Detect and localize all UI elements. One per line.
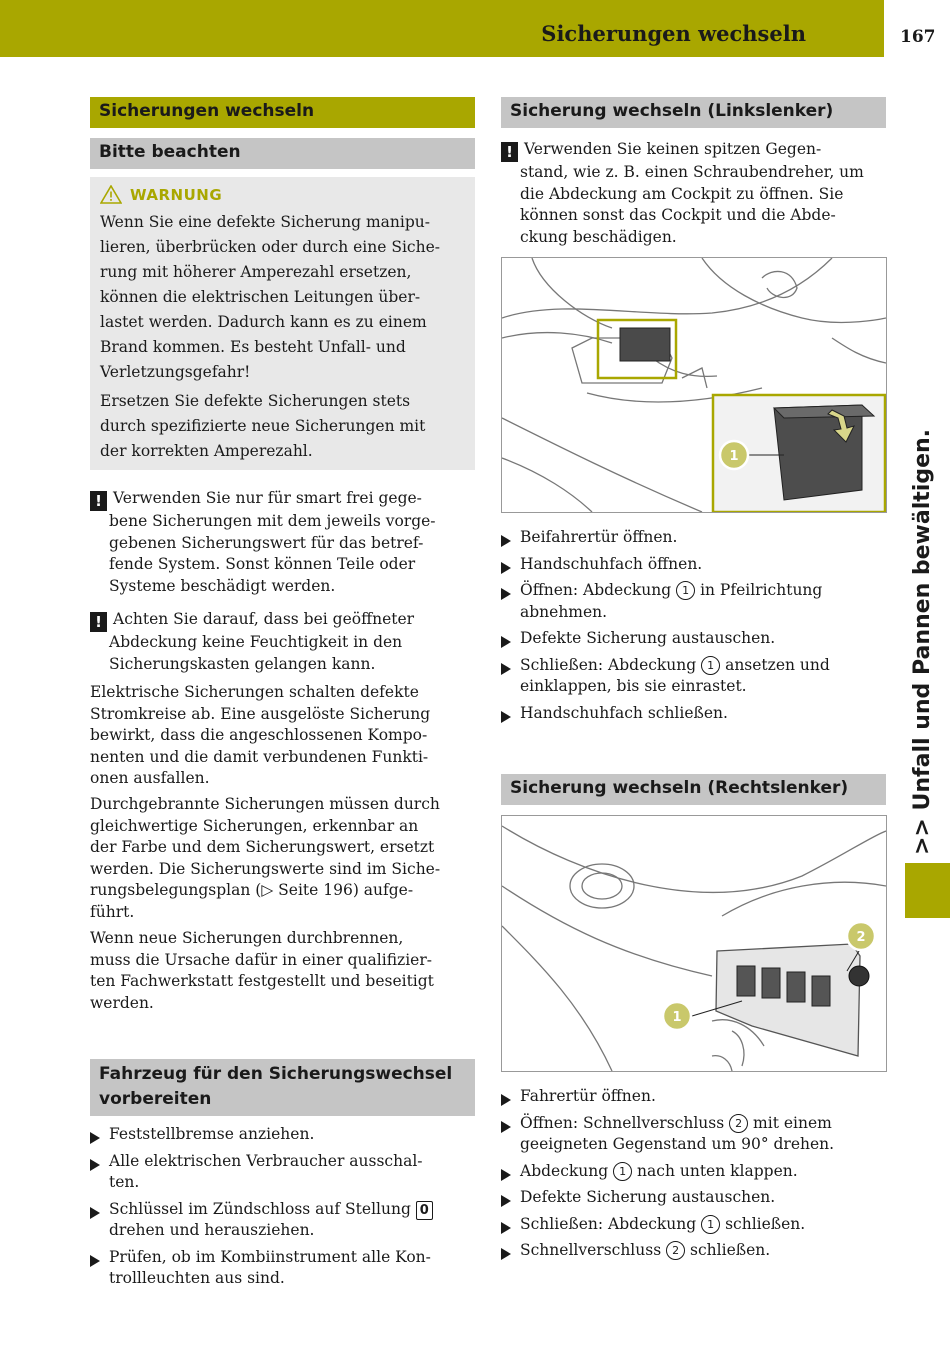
paragraph-line: bewirkt, dass die angeschlossenen Kompo-: [90, 726, 428, 744]
note-line: können sonst das Cockpit und die Abde-: [520, 206, 836, 224]
note-line: fende System. Sonst können Teile oder: [109, 555, 416, 573]
note-line: Abdeckung keine Feuchtigkeit in den: [109, 633, 403, 651]
warning-heading: [100, 185, 465, 204]
bullet-triangle-icon: [90, 1255, 100, 1267]
callout-ref: 1: [676, 581, 695, 600]
lhd-title: Sicherung wechseln (Linkslenker): [501, 97, 886, 128]
list-item: [501, 1187, 891, 1209]
step-text: Alle elektrischen Verbraucher ausschal- ten.: [109, 1151, 423, 1191]
step-text: Defekte Sicherung austauschen.: [520, 1188, 776, 1206]
warning-label: WARNUNG: [130, 185, 223, 204]
step-text: Schlüssel im Zündschloss auf Stellung 0 drehen und herausziehen.: [109, 1199, 433, 1242]
paragraph-line: muss die Ursache dafür in einer qualifizier-: [90, 950, 432, 969]
list-item: [501, 655, 891, 698]
list-item: [501, 1161, 891, 1183]
paragraph-line: der Farbe und dem Sicherungswert, ersetzt: [90, 838, 435, 856]
note-line: stand, wie z. B. einen Schraubendreher, um: [520, 163, 864, 181]
step-text: Prüfen, ob im Kombiinstrument alle Kon- trollleuchten aus sind.: [109, 1247, 431, 1287]
lhd-step-list: [501, 527, 891, 729]
caution-exclamation-icon: !: [90, 612, 107, 632]
warning-line: Verletzungsgefahr!: [100, 363, 251, 381]
note-fuse-values-text: [90, 488, 480, 597]
page-number: 167: [900, 27, 936, 47]
step-text: Schließen: Abdeckung 1 schließen.: [520, 1214, 806, 1233]
bullet-triangle-icon: [501, 711, 511, 723]
bullet-triangle-icon: [501, 1121, 511, 1133]
lhd-fuse-cover-illustration: [501, 257, 887, 513]
warning-line: der korrekten Amperezahl.: [100, 442, 313, 460]
bullet-triangle-icon: [501, 1248, 511, 1260]
note-line: bene Sicherungen mit dem jeweils vorge-: [109, 512, 436, 530]
step-text: Handschuhfach öffnen.: [520, 554, 703, 573]
warning-line: lieren, überbrücken oder durch eine Siche-: [100, 238, 440, 256]
note-fuse-values: [90, 488, 480, 597]
callout-ref: 2: [666, 1241, 685, 1260]
paragraph-fuse-repeat: [90, 928, 480, 1014]
bullet-triangle-icon: [501, 1169, 511, 1181]
list-item: [90, 1151, 480, 1194]
warning-line: Wenn Sie eine defekte Sicherung manipu-: [100, 213, 431, 231]
lhd-callout-1: 1: [729, 449, 739, 464]
callout-ref: 2: [729, 1114, 748, 1133]
step-text: Öffnen: Abdeckung 1 in Pfeilrichtung abnehmen.: [520, 581, 823, 621]
note-line: ckung beschädigen.: [520, 227, 677, 246]
paragraph-line: werden.: [90, 993, 154, 1012]
note-line: ! Achten Sie darauf, dass bei geöffneter: [90, 609, 480, 632]
note-line: Sicherungskasten gelangen kann.: [109, 654, 376, 673]
section-title-fuses: Sicherungen wechseln: [90, 97, 475, 128]
bullet-triangle-icon: [90, 1132, 100, 1144]
paragraph-line: Durchgebrannte Sicherungen müssen durch: [90, 795, 440, 813]
warning-line: können die elektrischen Leitungen über-: [100, 288, 421, 306]
list-item: [501, 1086, 891, 1108]
step-text: Feststellbremse anziehen.: [109, 1125, 315, 1143]
list-item: [501, 527, 891, 549]
warning-line: durch spezifizierte neue Sicherungen mit: [100, 417, 426, 435]
warning-box: [90, 177, 475, 470]
bullet-triangle-icon: [90, 1207, 100, 1219]
paragraph-line: ten Fachwerkstatt festgestellt und beseitigt: [90, 972, 434, 990]
rhd-callout-1: 1: [672, 1010, 682, 1025]
chapter-side-tab: [905, 863, 950, 918]
callout-ref: 1: [701, 656, 720, 675]
warning-triangle-icon: [100, 185, 122, 204]
rhd-step-list: [501, 1086, 891, 1267]
note-moisture-text: [90, 609, 480, 675]
note-line: Systeme beschädigt werden.: [109, 576, 336, 595]
paragraph-line: nenten und die damit verbundenen Funkti-: [90, 747, 429, 766]
lhd-illustration-drawing: [502, 258, 886, 512]
paragraph-fuse-function: [90, 682, 480, 790]
note-line: ! Verwenden Sie keinen spitzen Gegen-: [501, 139, 891, 162]
prep-title-line1: Fahrzeug für den Sicherungswechsel: [99, 1064, 453, 1084]
prep-step-list: [90, 1124, 480, 1295]
list-item: [501, 1113, 891, 1156]
bullet-triangle-icon: [501, 535, 511, 547]
step-text: Öffnen: Schnellverschluss 2 mit einem geeigneten Gegenstand um 90° drehen.: [520, 1113, 835, 1153]
warning-line: rung mit höherer Amperezahl ersetzen,: [100, 263, 412, 281]
paragraph-line: Stromkreise ab. Eine ausgelöste Sicherung: [90, 704, 431, 723]
callout-ref: 1: [701, 1215, 720, 1234]
lhd-note: [501, 139, 891, 248]
list-item: [501, 1214, 891, 1236]
header-title: Sicherungen wechseln: [541, 21, 806, 46]
rhd-illustration-drawing: [502, 816, 886, 1071]
note-line: gebenen Sicherungswert für das betref-: [109, 533, 424, 552]
chapter-side-label: >> Unfall und Pannen bewältigen.: [910, 428, 935, 855]
bullet-triangle-icon: [501, 1222, 511, 1234]
paragraph-line: Wenn neue Sicherungen durchbrennen,: [90, 929, 404, 947]
paragraph-line: führt.: [90, 902, 135, 921]
note-line: die Abdeckung am Cockpit zu öffnen. Sie: [520, 184, 844, 203]
list-item: [501, 1240, 891, 1262]
bullet-triangle-icon: [90, 1159, 100, 1171]
paragraph-line: werden. Die Sicherungswerte sind im Siche-: [90, 859, 441, 878]
warning-text-2: [100, 389, 465, 464]
ignition-key-position: 0: [416, 1201, 433, 1220]
bullet-triangle-icon: [501, 562, 511, 574]
step-text: Fahrertür öffnen.: [520, 1087, 656, 1105]
bullet-triangle-icon: [501, 636, 511, 648]
rhd-callout-2: 2: [856, 930, 866, 945]
step-text: Handschuhfach schließen.: [520, 703, 728, 722]
list-item: [501, 703, 891, 725]
bullet-triangle-icon: [501, 588, 511, 600]
warning-text-1: [100, 210, 465, 385]
notice-title: Bitte beachten: [90, 138, 475, 169]
caution-exclamation-icon: !: [501, 142, 518, 162]
list-item: [90, 1124, 480, 1146]
list-item: [90, 1199, 480, 1242]
step-text: Schnellverschluss 2 schließen.: [520, 1241, 771, 1259]
step-text: Defekte Sicherung austauschen.: [520, 629, 776, 647]
step-text: Beifahrertür öffnen.: [520, 528, 678, 546]
list-item: [90, 1247, 480, 1290]
paragraph-fuse-replacement: [90, 794, 480, 923]
warning-line: Brand kommen. Es besteht Unfall- und: [100, 338, 406, 356]
paragraph-line: rungsbelegungsplan (▷ Seite 196) aufge-: [90, 881, 414, 899]
paragraph-line: Elektrische Sicherungen schalten defekte: [90, 683, 419, 701]
warning-line: Ersetzen Sie defekte Sicherungen stets: [100, 392, 411, 410]
bullet-triangle-icon: [501, 663, 511, 675]
lhd-note-text: [501, 139, 891, 248]
rhd-fuse-cover-illustration: [501, 815, 887, 1072]
callout-ref: 1: [613, 1162, 632, 1181]
step-text: Abdeckung 1 nach unten klappen.: [520, 1161, 798, 1180]
note-moisture: [90, 609, 480, 675]
note-line: ! Verwenden Sie nur für smart frei gege-: [90, 488, 480, 511]
bullet-triangle-icon: [501, 1094, 511, 1106]
rhd-title: Sicherung wechseln (Rechtslenker): [501, 774, 886, 805]
paragraph-line: onen ausfallen.: [90, 769, 210, 787]
paragraph-line: gleichwertige Sicherungen, erkennbar an: [90, 816, 419, 835]
caution-exclamation-icon: !: [90, 491, 107, 511]
step-text: Schließen: Abdeckung 1 ansetzen und einklappen, bis sie einrastet.: [520, 655, 830, 695]
prep-title-line2: vorbereiten: [99, 1089, 212, 1109]
bullet-triangle-icon: [501, 1195, 511, 1207]
page-header: [0, 0, 884, 57]
warning-line: lastet werden. Dadurch kann es zu einem: [100, 313, 427, 331]
list-item: [501, 554, 891, 576]
list-item: [501, 628, 891, 650]
prep-title: [90, 1059, 475, 1116]
list-item: [501, 580, 891, 623]
